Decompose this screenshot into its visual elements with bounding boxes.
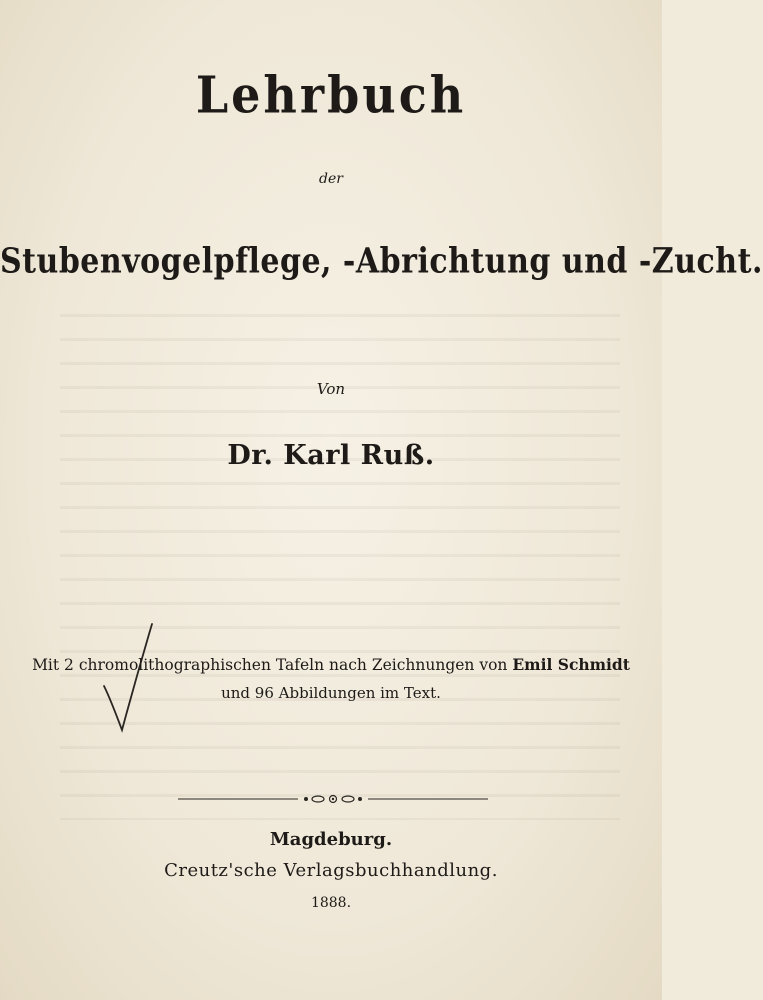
author-name: Dr. Karl Ruß. [227, 440, 435, 471]
book-subtitle: Stubenvogelpflege, -Abrichtung und -Zucht. [0, 241, 763, 282]
illustrations-line-1 [0, 655, 662, 674]
illustrator-name: Emil Schmidt [512, 655, 630, 674]
by-label: Von [316, 380, 346, 398]
illustrations-line-2: und 96 Abbildungen im Text. [221, 684, 441, 702]
book-title: Lehrbuch [195, 65, 467, 125]
ornamental-divider-icon [178, 789, 488, 809]
handwritten-checkmark-icon [100, 618, 160, 738]
publication-place: Magdeburg. [269, 829, 393, 850]
illustrations-prefix: Mit 2 chromolithographischen Tafeln nach Zeichnungen von [32, 656, 508, 674]
publisher-name: Creutz'sche Verlagsbuchhandlung. [164, 860, 498, 881]
bleed-through-texture [60, 300, 620, 820]
title-connector: der [319, 171, 343, 187]
publication-year: 1888. [310, 895, 352, 911]
